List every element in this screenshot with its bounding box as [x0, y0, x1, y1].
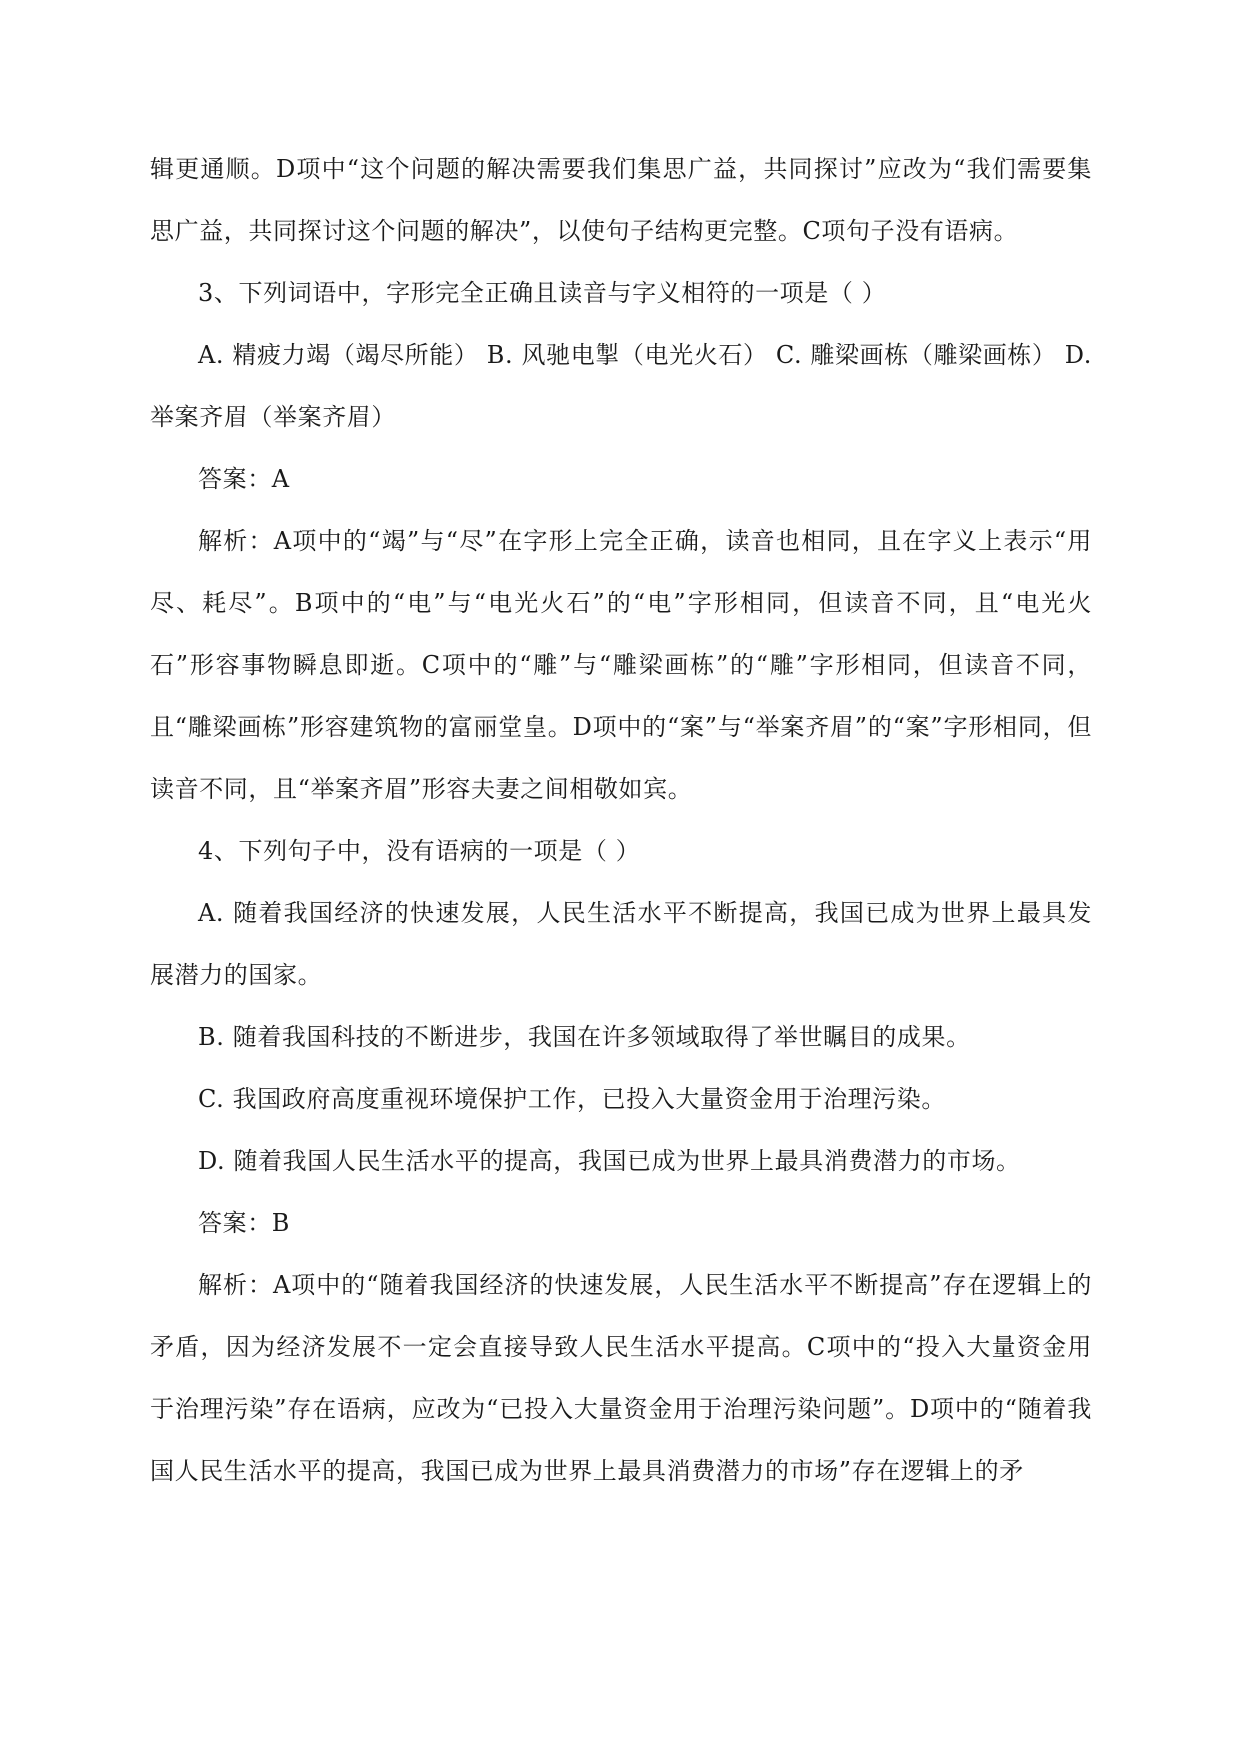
question-4-analysis: 解析：A项中的“随着我国经济的快速发展，人民生活水平不断提高”存在逻辑上的矛盾，因为经济发展不一定会直接导致人民生活水平提高。C项中的“投入大量资金用于治理污染”存在语病，应改为“已投入大量资金用于治理污染问题”。D项中的“随着我国人民生活水平的提高，我国已成为世界上最具消费潜力的市场”存在逻辑上的矛 — [150, 1271, 1092, 1485]
question-3-analysis: 解析：A项中的“竭”与“尽”在字形上完全正确，读音也相同，且在字义上表示“用尽、耗尽”。B项中的“电”与“电光火石”的“电”字形相同，但读音不同，且“电光火石”形容事物瞬息即逝。C项中的“雕”与“雕梁画栋”的“雕”字形相同，但读音不同，且“雕梁画栋”形容建筑物的富丽堂皇。D项中的“案”与“举案齐眉”的“案”字形相同，但读音不同，且“举案齐眉”形容夫妻之间相敬如宾。 — [150, 527, 1092, 803]
question-4-answer: 答案：B — [198, 1209, 291, 1237]
document-page — [150, 138, 1092, 1502]
question-4-option-c: C. 我国政府高度重视环境保护工作，已投入大量资金用于治理污染。 — [198, 1085, 946, 1113]
question-4-option-d: D. 随着我国人民生活水平的提高，我国已成为世界上最具消费潜力的市场。 — [198, 1147, 1021, 1175]
question-3-options: A. 精疲力竭（竭尽所能） B. 风驰电掣（电光火石） C. 雕梁画栋（雕梁画栋） D. 举案齐眉（举案齐眉） — [150, 341, 1092, 431]
question-4-option-a: A. 随着我国经济的快速发展，人民生活水平不断提高，我国已成为世界上最具发展潜力的国家。 — [150, 899, 1092, 989]
question-4-option-b: B. 随着我国科技的不断进步，我国在许多领域取得了举世瞩目的成果。 — [198, 1023, 971, 1051]
question-3-answer: 答案：A — [198, 465, 290, 493]
question-4-stem: 4、下列句子中，没有语病的一项是（ ） — [198, 837, 641, 865]
paragraph-continued-analysis: 辑更通顺。D项中“这个问题的解决需要我们集思广益，共同探讨”应改为“我们需要集思广益，共同探讨这个问题的解决”，以使句子结构更完整。C项句子没有语病。 — [150, 155, 1092, 245]
question-3-stem: 3、下列词语中，字形完全正确且读音与字义相符的一项是（ ） — [198, 279, 887, 307]
